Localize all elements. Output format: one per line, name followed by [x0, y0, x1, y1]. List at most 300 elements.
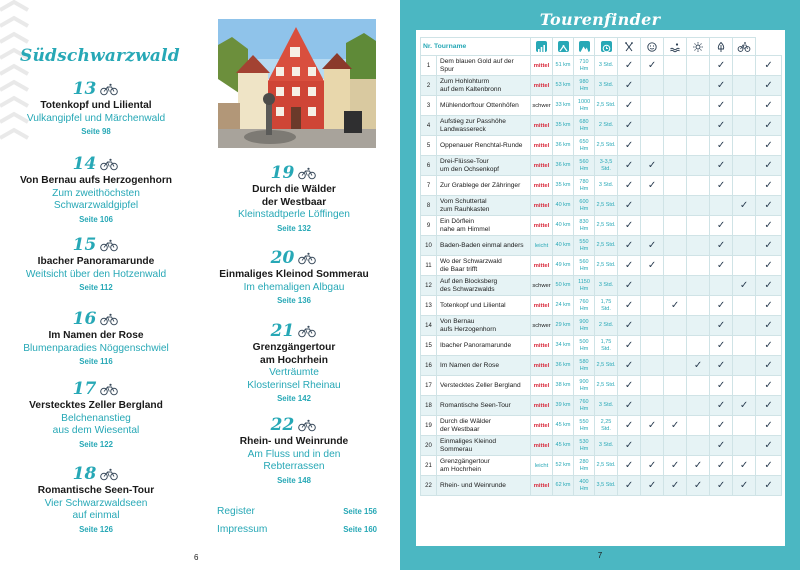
feature-cell	[733, 376, 756, 396]
feature-cell	[710, 336, 733, 356]
feature-cell	[641, 116, 664, 136]
tour-distance: 62 km	[553, 476, 574, 496]
tour-name-line: Im Namen der Rose	[440, 361, 499, 369]
tour-name	[437, 376, 531, 396]
tour-duration	[595, 316, 618, 336]
tour-elevation-line: 400	[579, 479, 589, 486]
feature-cell	[641, 56, 664, 76]
tour-number-line	[209, 320, 379, 342]
tour-duration	[595, 216, 618, 236]
checkmark-icon: ✓	[716, 300, 726, 311]
tour-elevation-line: 760	[579, 399, 589, 406]
tour-name	[437, 96, 531, 116]
feature-cell	[664, 56, 687, 76]
tour-elevation-line: 550	[579, 239, 589, 246]
tour-elevation	[574, 76, 595, 96]
tour-page-ref: Seite 112	[79, 283, 113, 293]
tour-row[interactable]	[421, 396, 782, 416]
tour-distance: 33 km	[553, 96, 574, 116]
tour-subtitle: Zum zweithöchsten	[52, 187, 140, 199]
header-family	[641, 38, 664, 56]
duration-icon	[601, 41, 612, 52]
checkmark-icon: ✓	[716, 420, 726, 431]
feature-cell	[710, 76, 733, 96]
tour-difficulty: mittel	[531, 76, 553, 96]
tour-distance: 36 km	[553, 136, 574, 156]
checkmark-icon: ✓	[624, 440, 634, 451]
tour-duration-line: 1,75	[600, 299, 612, 306]
feature-cell	[687, 476, 710, 496]
header-distance	[553, 38, 574, 56]
tour-entry[interactable]	[209, 414, 379, 487]
bicycle-icon	[99, 239, 119, 252]
feature-cell	[618, 316, 641, 336]
feature-cell	[641, 476, 664, 496]
tour-elevation-line: 680	[579, 119, 589, 126]
tour-number-line	[11, 463, 181, 485]
tour-name	[437, 56, 531, 76]
checkmark-icon: ✓	[716, 80, 726, 91]
tour-entry[interactable]	[209, 162, 379, 235]
feature-cell	[641, 256, 664, 276]
feature-cell	[641, 376, 664, 396]
tour-difficulty: mittel	[531, 56, 553, 76]
feature-cell	[618, 256, 641, 276]
tour-elevation-line: 500	[579, 339, 589, 346]
tour-elevation-line: 1150	[578, 279, 590, 286]
feature-cell	[641, 96, 664, 116]
feature-cell	[733, 476, 756, 496]
tour-distance: 35 km	[553, 176, 574, 196]
feature-cell	[733, 276, 756, 296]
feature-cell	[687, 136, 710, 156]
tour-name-line: Oppenauer Renchtal-Runde	[440, 141, 523, 149]
tour-difficulty: leicht	[531, 456, 553, 476]
feature-cell	[756, 136, 782, 156]
feature-cell	[687, 296, 710, 316]
tour-number-line	[209, 162, 379, 184]
tour-duration	[595, 76, 618, 96]
tour-elevation-line: Hm	[579, 185, 589, 192]
feature-cell	[618, 56, 641, 76]
tour-entry[interactable]	[209, 247, 379, 307]
tour-row[interactable]	[421, 136, 782, 156]
feature-cell	[710, 316, 733, 336]
tour-difficulty: mittel	[531, 136, 553, 156]
feature-cell	[618, 436, 641, 456]
feature-cell	[756, 316, 782, 336]
tour-elevation	[574, 276, 595, 296]
page-number-left: 6	[194, 553, 199, 562]
tour-duration	[595, 436, 618, 456]
tour-name-line: Zur Grablege der Zähringer	[440, 181, 521, 189]
feature-cell	[618, 476, 641, 496]
tour-difficulty: mittel	[531, 176, 553, 196]
checkmark-icon: ✓	[624, 320, 634, 331]
feature-cell	[710, 96, 733, 116]
tour-subtitle: Im ehemaligen Albgau	[243, 281, 345, 293]
feature-cell	[687, 356, 710, 376]
checkmark-icon: ✓	[764, 420, 773, 431]
checkmark-icon: ✓	[624, 360, 634, 371]
tour-duration-line: 3 Std.	[598, 62, 614, 69]
tour-row[interactable]	[421, 456, 782, 476]
tour-name-line: Aufstieg zur Passhöhe	[440, 117, 506, 125]
tour-row[interactable]	[421, 296, 782, 316]
feature-cell	[641, 196, 664, 216]
checkmark-icon: ✓	[624, 280, 634, 291]
feature-cell	[733, 456, 756, 476]
checkmark-icon: ✓	[624, 460, 634, 471]
tour-name-line: Zum Hohlohturm	[440, 77, 490, 85]
tour-duration-line: 2,5 Std.	[596, 462, 616, 469]
checkmark-icon: ✓	[764, 260, 773, 271]
tour-duration	[595, 476, 618, 496]
checkmark-icon: ✓	[764, 240, 773, 251]
tour-duration-line: 2,5 Std.	[596, 142, 616, 149]
checkmark-icon: ✓	[647, 180, 657, 191]
tour-elevation-line: Hm	[579, 165, 589, 172]
checkmark-icon: ✓	[739, 280, 749, 291]
tour-number-line	[11, 153, 181, 175]
register-entry[interactable]	[217, 506, 377, 517]
feature-cell	[710, 376, 733, 396]
feature-cell	[618, 276, 641, 296]
tour-elevation	[574, 156, 595, 176]
tour-page-ref: Seite 116	[79, 357, 113, 367]
tour-elevation-line: Hm	[579, 245, 589, 252]
tour-nr: 2	[421, 76, 437, 96]
tour-entry[interactable]	[11, 78, 181, 138]
tour-elevation	[574, 96, 595, 116]
feature-cell	[710, 256, 733, 276]
tour-row[interactable]	[421, 336, 782, 356]
tour-subtitle: Blumenparadies Nöggenschwiel	[23, 342, 169, 354]
feature-cell	[733, 256, 756, 276]
tour-nr: 15	[421, 336, 437, 356]
feature-cell	[733, 76, 756, 96]
tour-duration	[595, 396, 618, 416]
tour-row[interactable]	[421, 156, 782, 176]
tour-difficulty: mittel	[531, 416, 553, 436]
tour-row[interactable]	[421, 176, 782, 196]
tour-row[interactable]	[421, 436, 782, 456]
tour-number-line	[209, 247, 379, 269]
feature-cell	[618, 116, 641, 136]
tour-name	[437, 156, 531, 176]
tour-row[interactable]	[421, 76, 782, 96]
feature-cell	[641, 276, 664, 296]
checkmark-icon: ✓	[716, 360, 726, 371]
feature-cell	[756, 216, 782, 236]
checkmark-icon: ✓	[647, 420, 657, 431]
tour-duration-line: 3 Std.	[598, 402, 614, 409]
tour-elevation	[574, 436, 595, 456]
feature-cell	[710, 56, 733, 76]
tour-subtitle: Vulkangipfel und Märchenwald	[26, 112, 166, 124]
tour-nr: 9	[421, 216, 437, 236]
bicycle-icon	[99, 383, 119, 396]
feature-cell	[641, 416, 664, 436]
tour-subtitle: aus dem Wiesental	[52, 425, 140, 437]
tour-row[interactable]	[421, 256, 782, 276]
feature-cell	[756, 456, 782, 476]
feature-cell	[687, 156, 710, 176]
tour-duration	[595, 136, 618, 156]
tour-row[interactable]	[421, 216, 782, 236]
checkmark-icon: ✓	[764, 440, 773, 451]
feature-cell	[687, 216, 710, 236]
checkmark-icon: ✓	[670, 300, 680, 311]
tour-name-line: Totenkopf und Liliental	[440, 301, 506, 309]
tour-elevation	[574, 176, 595, 196]
header-nr: Nr.	[423, 43, 433, 50]
tour-row[interactable]	[421, 236, 782, 256]
checkmark-icon: ✓	[716, 120, 726, 131]
tour-row[interactable]	[421, 376, 782, 396]
checkmark-icon: ✓	[716, 60, 726, 71]
impressum-entry[interactable]	[217, 524, 377, 535]
tour-duration-line: 3 Std.	[598, 282, 614, 289]
tour-duration-line: 3-3,5	[599, 159, 613, 166]
header-elevation	[574, 38, 595, 56]
tour-distance: 29 km	[553, 316, 574, 336]
tour-title: Grenzgängertour	[252, 342, 336, 353]
feature-cell	[733, 136, 756, 156]
feature-cell	[687, 56, 710, 76]
tour-distance: 36 km	[553, 156, 574, 176]
tour-elevation	[574, 136, 595, 156]
checkmark-icon: ✓	[647, 480, 657, 491]
tour-entry[interactable]	[11, 463, 181, 536]
feature-cell	[641, 156, 664, 176]
tour-duration	[595, 256, 618, 276]
tour-entry[interactable]	[11, 378, 181, 451]
tour-duration	[595, 196, 618, 216]
tour-difficulty: schwer	[531, 316, 553, 336]
checkmark-icon: ✓	[716, 220, 726, 231]
tour-elevation-line: Hm	[579, 125, 589, 132]
feature-cell	[756, 156, 782, 176]
feature-cell	[687, 116, 710, 136]
tour-elevation-line: Hm	[579, 305, 589, 312]
feature-cell	[710, 236, 733, 256]
feature-cell	[756, 76, 782, 96]
tour-row[interactable]	[421, 356, 782, 376]
header-mtb	[733, 38, 756, 56]
tour-number: 17	[72, 379, 97, 399]
tour-entry[interactable]	[209, 320, 379, 405]
feature-cell	[687, 176, 710, 196]
header-difficulty	[531, 38, 553, 56]
tour-page-ref: Seite 148	[277, 475, 311, 485]
tour-number-line	[11, 78, 181, 100]
tour-row[interactable]	[421, 96, 782, 116]
feature-cell	[618, 296, 641, 316]
tour-name	[437, 176, 531, 196]
tour-difficulty: mittel	[531, 336, 553, 356]
feature-cell	[687, 196, 710, 216]
tour-nr: 22	[421, 476, 437, 496]
bicycle-icon	[297, 167, 317, 180]
tour-entry[interactable]	[11, 153, 181, 226]
feature-cell	[641, 316, 664, 336]
tour-page-ref: Seite 136	[277, 296, 311, 306]
tour-nr: 14	[421, 316, 437, 336]
feature-cell	[641, 456, 664, 476]
tour-duration-line: Std.	[601, 425, 611, 432]
tour-name-line: Auf den Blocksberg	[440, 277, 498, 285]
tour-difficulty: mittel	[531, 216, 553, 236]
tour-distance: 39 km	[553, 396, 574, 416]
header-forest	[710, 38, 733, 56]
tour-entry[interactable]	[11, 234, 181, 294]
tour-nr: 5	[421, 136, 437, 156]
tour-name	[437, 336, 531, 356]
feature-cell	[756, 416, 782, 436]
checkmark-icon: ✓	[764, 200, 773, 211]
checkmark-icon: ✓	[716, 340, 726, 351]
feature-cell	[756, 296, 782, 316]
tour-duration	[595, 276, 618, 296]
feature-cell	[756, 276, 782, 296]
tour-row[interactable]	[421, 276, 782, 296]
checkmark-icon: ✓	[716, 180, 726, 191]
tour-name	[437, 216, 531, 236]
tour-duration-line: Std.	[601, 305, 611, 312]
tour-duration-line: 1,75	[600, 339, 612, 346]
checkmark-icon: ✓	[670, 420, 680, 431]
checkmark-icon: ✓	[764, 280, 773, 291]
tour-nr: 1	[421, 56, 437, 76]
checkmark-icon: ✓	[624, 180, 634, 191]
register-page: Seite 156	[343, 507, 377, 516]
tour-duration-line: 2,5 Std.	[596, 382, 616, 389]
tour-elevation	[574, 356, 595, 376]
feature-cell	[641, 296, 664, 316]
checkmark-icon: ✓	[624, 200, 634, 211]
tour-distance: 50 km	[553, 276, 574, 296]
tour-name	[437, 136, 531, 156]
feature-cell	[618, 196, 641, 216]
tour-row[interactable]	[421, 56, 782, 76]
feature-cell	[756, 356, 782, 376]
checkmark-icon: ✓	[647, 240, 657, 251]
tour-finder-table	[420, 37, 782, 496]
tour-subtitle: auf einmal	[72, 510, 120, 522]
tour-elevation	[574, 336, 595, 356]
tour-name-line: Einmaliges Kleinod	[440, 437, 497, 445]
checkmark-icon: ✓	[624, 160, 634, 171]
tour-nr: 10	[421, 236, 437, 256]
tour-difficulty: leicht	[531, 236, 553, 256]
tour-duration-line: 2,25	[600, 419, 612, 426]
impressum-label: Impressum	[217, 524, 268, 535]
tour-elevation-line: Hm	[579, 65, 589, 72]
checkmark-icon: ✓	[624, 340, 634, 351]
feature-cell	[641, 176, 664, 196]
tour-row[interactable]	[421, 116, 782, 136]
tour-row[interactable]	[421, 416, 782, 436]
tour-elevation-line: 600	[579, 199, 589, 206]
tour-duration	[595, 96, 618, 116]
tour-name-line: Spur	[440, 65, 454, 73]
checkmark-icon: ✓	[764, 320, 773, 331]
tour-difficulty: mittel	[531, 396, 553, 416]
header-sun	[687, 38, 710, 56]
feature-cell	[756, 336, 782, 356]
header-swimming	[664, 38, 687, 56]
feature-cell	[664, 396, 687, 416]
feature-cell	[687, 76, 710, 96]
feature-cell	[756, 116, 782, 136]
feature-cell	[687, 236, 710, 256]
checkmark-icon: ✓	[716, 100, 726, 111]
food-icon	[623, 41, 635, 53]
tourenfinder-panel	[416, 30, 785, 546]
tour-elevation-line: 550	[579, 419, 589, 426]
tour-name-line: Landwassereck	[440, 125, 486, 133]
tour-duration-line: 2,5 Std.	[596, 102, 616, 109]
register-label: Register	[217, 506, 255, 517]
tour-elevation-line: Hm	[579, 265, 589, 272]
tour-name-line: des Schwarzwalds	[440, 285, 495, 293]
tour-name-line: Vom Schuttertal	[440, 197, 487, 205]
tour-nr: 7	[421, 176, 437, 196]
tour-elevation-line: 1000	[577, 99, 591, 106]
feature-cell	[756, 196, 782, 216]
checkmark-icon: ✓	[764, 380, 773, 391]
checkmark-icon: ✓	[647, 160, 657, 171]
tour-name	[437, 356, 531, 376]
feature-cell	[664, 416, 687, 436]
feature-cell	[733, 436, 756, 456]
feature-cell	[618, 396, 641, 416]
tour-subtitle: Am Fluss und in den	[247, 448, 341, 460]
feature-cell	[756, 256, 782, 276]
tour-elevation-line: 650	[579, 139, 589, 146]
feature-cell	[733, 296, 756, 316]
tour-title: Von Bernau aufs Herzogenhorn	[19, 175, 173, 186]
feature-cell	[664, 296, 687, 316]
tour-title: am Hochrhein	[260, 354, 328, 366]
feature-cell	[756, 176, 782, 196]
feature-cell	[618, 216, 641, 236]
sun-icon	[692, 41, 704, 53]
tour-duration-line: Std.	[601, 345, 611, 352]
tour-row[interactable]	[421, 196, 782, 216]
tour-row[interactable]	[421, 316, 782, 336]
checkmark-icon: ✓	[764, 460, 773, 471]
tour-number: 22	[270, 415, 295, 435]
tour-name-line: Durch die Wälder	[440, 417, 491, 425]
checkmark-icon: ✓	[764, 60, 773, 71]
feature-cell	[641, 236, 664, 256]
tour-row[interactable]	[421, 476, 782, 496]
tour-entry[interactable]	[11, 308, 181, 368]
tour-page-ref: Seite 122	[79, 439, 113, 449]
checkmark-icon: ✓	[647, 460, 657, 471]
tour-elevation-line: Hm	[579, 225, 589, 232]
bicycle-icon	[99, 83, 119, 96]
tour-distance: 51 km	[553, 56, 574, 76]
tour-number-line	[11, 378, 181, 400]
distance-icon	[558, 41, 569, 52]
feature-cell	[733, 156, 756, 176]
header-nr-name	[421, 38, 531, 56]
tour-duration-line: 2,5 Std.	[596, 222, 616, 229]
checkmark-icon: ✓	[764, 480, 773, 491]
